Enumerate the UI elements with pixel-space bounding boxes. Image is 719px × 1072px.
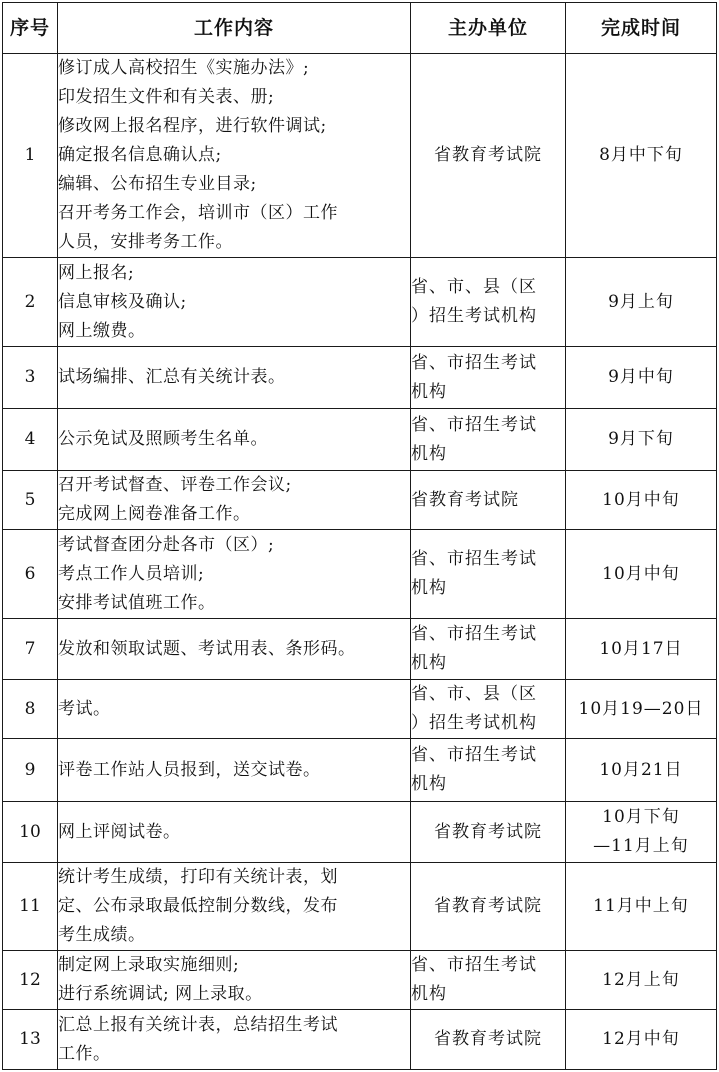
header-org: 主办单位: [411, 3, 566, 54]
work-content-line: 完成网上阅卷准备工作。: [58, 504, 251, 524]
deadline-cell: [566, 471, 717, 530]
organizer-cell: [411, 951, 566, 1010]
schedule-table: [2, 2, 717, 1070]
table-row: [3, 680, 717, 739]
organizer-line: 省、市、县（区: [411, 684, 537, 704]
organizer-line: 机构: [411, 774, 447, 794]
work-content-line: 工作。: [58, 1043, 111, 1064]
deadline-line: —11月上旬: [593, 836, 689, 856]
organizer-line: 省、市招生考试: [411, 549, 537, 569]
table-row: [3, 863, 717, 951]
deadline-cell: [566, 951, 717, 1010]
deadline-line: 10月中旬: [602, 489, 680, 510]
work-content-cell: [58, 739, 411, 802]
table-row: [3, 409, 717, 471]
work-content-line: 汇总上报有关统计表，总结招生考试: [58, 1014, 338, 1035]
work-content-cell: [58, 347, 411, 409]
work-content-line: 考点工作人员培训;: [58, 563, 205, 584]
table-row: [3, 739, 717, 802]
organizer-cell: [411, 680, 566, 739]
work-content-line: 确定报名信息确认点;: [58, 145, 222, 165]
work-content-line: 修改网上报名程序，进行软件调试;: [58, 116, 327, 136]
row-number: 9: [3, 739, 58, 802]
work-content-cell: [58, 619, 411, 680]
work-content-line: 人员，安排考务工作。: [58, 232, 233, 252]
work-content-cell: [58, 1010, 411, 1070]
organizer-line: 省、市招生考试: [411, 955, 537, 975]
work-content-line: 进行系统调试; 网上录取。: [58, 984, 263, 1004]
deadline-line: 11月中上旬: [593, 896, 689, 916]
work-content-line: 考试督查团分赴各市（区）;: [58, 534, 275, 555]
work-content-cell: [58, 802, 411, 863]
organizer-line: 机构: [411, 984, 447, 1004]
work-content-line: 印发招生文件和有关表、册;: [58, 87, 275, 107]
work-content-cell: [58, 409, 411, 471]
row-number: 4: [3, 409, 58, 471]
work-content-line: 编辑、公布招生专业目录;: [58, 174, 257, 194]
organizer-cell: [411, 739, 566, 802]
organizer-line: 机构: [411, 578, 447, 598]
work-content-line: 修订成人高校招生《实施办法》;: [58, 58, 310, 78]
organizer-line: 省教育考试院: [434, 1029, 542, 1049]
row-number: 1: [3, 54, 58, 258]
deadline-line: 12月中旬: [602, 1029, 680, 1049]
deadline-line: 9月上旬: [608, 291, 674, 312]
work-content-line: 制定网上录取实施细则;: [58, 955, 240, 975]
work-content-line: 网上评阅试卷。: [58, 821, 181, 842]
deadline-cell: [566, 1010, 717, 1070]
deadline-cell: [566, 739, 717, 802]
organizer-line: 省、市招生考试: [411, 414, 537, 435]
table-row: [3, 471, 717, 530]
deadline-cell: [566, 863, 717, 951]
row-number: 12: [3, 951, 58, 1010]
work-content-line: 统计考生成绩，打印有关统计表，划: [58, 867, 338, 887]
row-number: 10: [3, 802, 58, 863]
deadline-cell: [566, 258, 717, 347]
row-number: 6: [3, 530, 58, 619]
organizer-line: 省、市招生考试: [411, 624, 537, 644]
header-work: 工作内容: [58, 3, 411, 54]
deadline-line: 10月21日: [599, 759, 683, 780]
work-content-line: 试场编排、汇总有关统计表。: [58, 367, 286, 387]
table-row: [3, 530, 717, 619]
work-content-line: 网上报名;: [58, 262, 135, 283]
deadline-cell: [566, 409, 717, 471]
work-content-line: 信息审核及确认;: [58, 291, 187, 312]
organizer-line: ）招生考试机构: [411, 306, 537, 326]
header-row: [3, 3, 717, 54]
deadline-cell: [566, 530, 717, 619]
deadline-cell: [566, 680, 717, 739]
organizer-cell: [411, 347, 566, 409]
organizer-line: ）招生考试机构: [411, 713, 537, 733]
deadline-line: 10月中旬: [602, 563, 680, 584]
work-content-cell: [58, 951, 411, 1010]
work-content-line: 定、公布录取最低控制分数线，发布: [58, 896, 338, 916]
deadline-cell: [566, 619, 717, 680]
organizer-line: 机构: [411, 381, 447, 402]
organizer-cell: [411, 1010, 566, 1070]
table-row: [3, 951, 717, 1010]
organizer-line: 省教育考试院: [434, 821, 542, 842]
deadline-cell: [566, 802, 717, 863]
table-row: [3, 1010, 717, 1070]
deadline-cell: [566, 54, 717, 258]
organizer-cell: [411, 802, 566, 863]
work-content-line: 考生成绩。: [58, 925, 146, 945]
deadline-line: 9月中旬: [608, 367, 674, 387]
work-content-cell: [58, 680, 411, 739]
organizer-cell: [411, 863, 566, 951]
organizer-line: 省教育考试院: [434, 145, 542, 165]
work-content-line: 网上缴费。: [58, 320, 146, 341]
table-row: [3, 54, 717, 258]
work-content-cell: [58, 471, 411, 530]
table-row: [3, 258, 717, 347]
organizer-line: 省、市、县（区: [411, 277, 537, 297]
deadline-line: 8月中下旬: [599, 145, 683, 165]
work-content-line: 安排考试值班工作。: [58, 592, 216, 613]
header-time: 完成时间: [566, 3, 717, 54]
organizer-line: 机构: [411, 443, 447, 464]
work-content-line: 公示免试及照顾考生名单。: [58, 429, 268, 449]
work-content-cell: [58, 863, 411, 951]
deadline-line: 10月19—20日: [578, 698, 704, 719]
work-content-line: 发放和领取试题、考试用表、条形码。: [58, 638, 356, 659]
organizer-cell: [411, 619, 566, 680]
deadline-cell: [566, 347, 717, 409]
work-content-cell: [58, 530, 411, 619]
organizer-cell: [411, 258, 566, 347]
work-content-line: 考试。: [58, 698, 111, 719]
organizer-line: 省、市招生考试: [411, 745, 537, 765]
deadline-line: 9月下旬: [608, 429, 674, 449]
organizer-line: 省、市招生考试: [411, 352, 537, 373]
table-row: [3, 802, 717, 863]
organizer-cell: [411, 530, 566, 619]
organizer-cell: [411, 471, 566, 530]
row-number: 2: [3, 258, 58, 347]
work-content-line: 召开考务工作会，培训市（区）工作: [58, 203, 338, 223]
header-num: 序号: [3, 3, 58, 54]
row-number: 13: [3, 1010, 58, 1070]
work-content-line: 召开考试督查、评卷工作会议;: [58, 475, 292, 495]
table-row: [3, 619, 717, 680]
work-content-cell: [58, 54, 411, 258]
row-number: 5: [3, 471, 58, 530]
work-content-cell: [58, 258, 411, 347]
row-number: 8: [3, 680, 58, 739]
row-number: 3: [3, 347, 58, 409]
deadline-line: 12月上旬: [602, 969, 680, 990]
row-number: 7: [3, 619, 58, 680]
organizer-cell: [411, 54, 566, 258]
work-content-line: 评卷工作站人员报到，送交试卷。: [58, 759, 321, 780]
deadline-line: 10月下旬: [602, 807, 680, 827]
organizer-line: 机构: [411, 653, 447, 673]
organizer-cell: [411, 409, 566, 471]
row-number: 11: [3, 863, 58, 951]
organizer-line: 省教育考试院: [434, 896, 542, 916]
deadline-line: 10月17日: [599, 638, 683, 659]
table-body: [3, 54, 717, 1070]
organizer-line: 省教育考试院: [411, 489, 519, 510]
table-row: [3, 347, 717, 409]
